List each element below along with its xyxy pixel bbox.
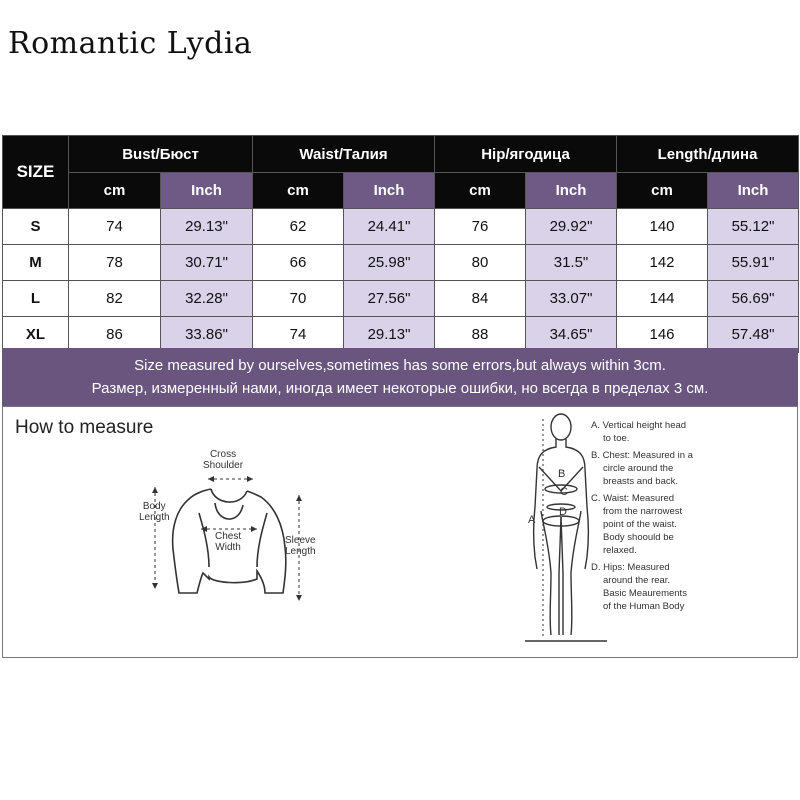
bust-inch-cell: 30.71" (161, 245, 253, 281)
waist-cm-cell: 74 (253, 317, 344, 353)
bust-cm-cell: 82 (69, 281, 161, 317)
bust-cm-cell: 86 (69, 317, 161, 353)
bust-header: Bust/Бюст (69, 136, 253, 173)
figure-right-leg (571, 511, 581, 635)
waist-cm-cell: 62 (253, 209, 344, 245)
waist-inch-cell: 29.13" (344, 317, 435, 353)
hip-cm-cell: 84 (435, 281, 526, 317)
hip-cm-cell: 80 (435, 245, 526, 281)
bust-cm-cell: 78 (69, 245, 161, 281)
table-header-row (3, 136, 799, 173)
waist-inch-cell: 25.98" (344, 245, 435, 281)
hip-header: Hip/ягодица (435, 136, 617, 173)
length-inch-cell: 56.69" (708, 281, 799, 317)
bust-inch-cell: 32.28" (161, 281, 253, 317)
bust-cm-cell: 74 (69, 209, 161, 245)
sweater-right-arm-seam (257, 513, 267, 567)
figure-head (551, 414, 571, 440)
how-to-measure-title: How to measure (15, 417, 154, 438)
how-to-measure-panel (2, 406, 798, 658)
size-label: S (3, 209, 69, 245)
unit-inch: Inch (161, 173, 253, 209)
body-figure (534, 414, 589, 635)
waist-header: Waist/Талия (253, 136, 435, 173)
length-inch-cell: 55.12" (708, 209, 799, 245)
size-label: XL (3, 317, 69, 353)
waist-inch-cell: 27.56" (344, 281, 435, 317)
table-unit-row (3, 173, 799, 209)
waist-cm-cell: 66 (253, 245, 344, 281)
body-letter-a: A (528, 514, 536, 526)
note-russian: Размер, измеренный нами, иногда имеет некоторые ошибки, но всегда в пределах 3 см. (91, 380, 709, 397)
measurement-note (2, 348, 798, 406)
waist-cm-cell: 70 (253, 281, 344, 317)
note-english: Size measured by ourselves,sometimes has some errors,but always within 3cm. (134, 357, 666, 374)
unit-cm: cm (435, 173, 526, 209)
bust-inch-cell: 33.86" (161, 317, 253, 353)
length-cm-cell: 144 (617, 281, 708, 317)
length-inch-cell: 57.48" (708, 317, 799, 353)
size-label: M (3, 245, 69, 281)
body-letter-d: D (559, 506, 567, 518)
bust-inch-cell: 29.13" (161, 209, 253, 245)
unit-cm: cm (617, 173, 708, 209)
length-cm-cell: 142 (617, 245, 708, 281)
table-row (3, 209, 799, 245)
measurement-legend: A. Vertical height head to toe. B. Chest: Measured in a circle around the breasts and back. C. Waist: Measured from the narrowest point of the waist. Body shoould be relaxed. D. Hips: Measured around the rear. Basic Meaurements of the Human Body (591, 420, 693, 612)
sweater-collar (211, 489, 247, 502)
hip-inch-cell: 31.5" (526, 245, 617, 281)
brand-logo: Romantic Lydia (8, 26, 253, 61)
size-chart-table (2, 135, 799, 353)
unit-cm: cm (253, 173, 344, 209)
sweater-left-arm-seam (199, 513, 209, 567)
unit-inch: Inch (526, 173, 617, 209)
size-header: SIZE (3, 136, 69, 209)
body-letter-b: B (558, 468, 566, 480)
length-cm-cell: 140 (617, 209, 708, 245)
hip-inch-cell: 33.07" (526, 281, 617, 317)
unit-inch: Inch (344, 173, 435, 209)
length-header: Length/длина (617, 136, 799, 173)
unit-inch: Inch (708, 173, 799, 209)
hip-cm-cell: 76 (435, 209, 526, 245)
waist-inch-cell: 24.41" (344, 209, 435, 245)
figure-inner-leg-left (559, 517, 561, 635)
sleeve-length-label: Sleeve Length (285, 535, 316, 557)
hip-inch-cell: 29.92" (526, 209, 617, 245)
table-row (3, 281, 799, 317)
figure-inner-leg-right (561, 517, 563, 635)
chest-width-label: Chest Width (215, 531, 242, 553)
hip-cm-cell: 88 (435, 317, 526, 353)
unit-cm: cm (69, 173, 161, 209)
table-row (3, 245, 799, 281)
hip-inch-cell: 34.65" (526, 317, 617, 353)
size-label: L (3, 281, 69, 317)
length-inch-cell: 55.91" (708, 245, 799, 281)
cross-shoulder-label: Cross Shoulder (203, 449, 244, 471)
length-cm-cell: 146 (617, 317, 708, 353)
body-letter-c: C (560, 486, 568, 498)
sweater-neckline (215, 503, 243, 519)
body-length-label: Body Length (139, 501, 170, 523)
